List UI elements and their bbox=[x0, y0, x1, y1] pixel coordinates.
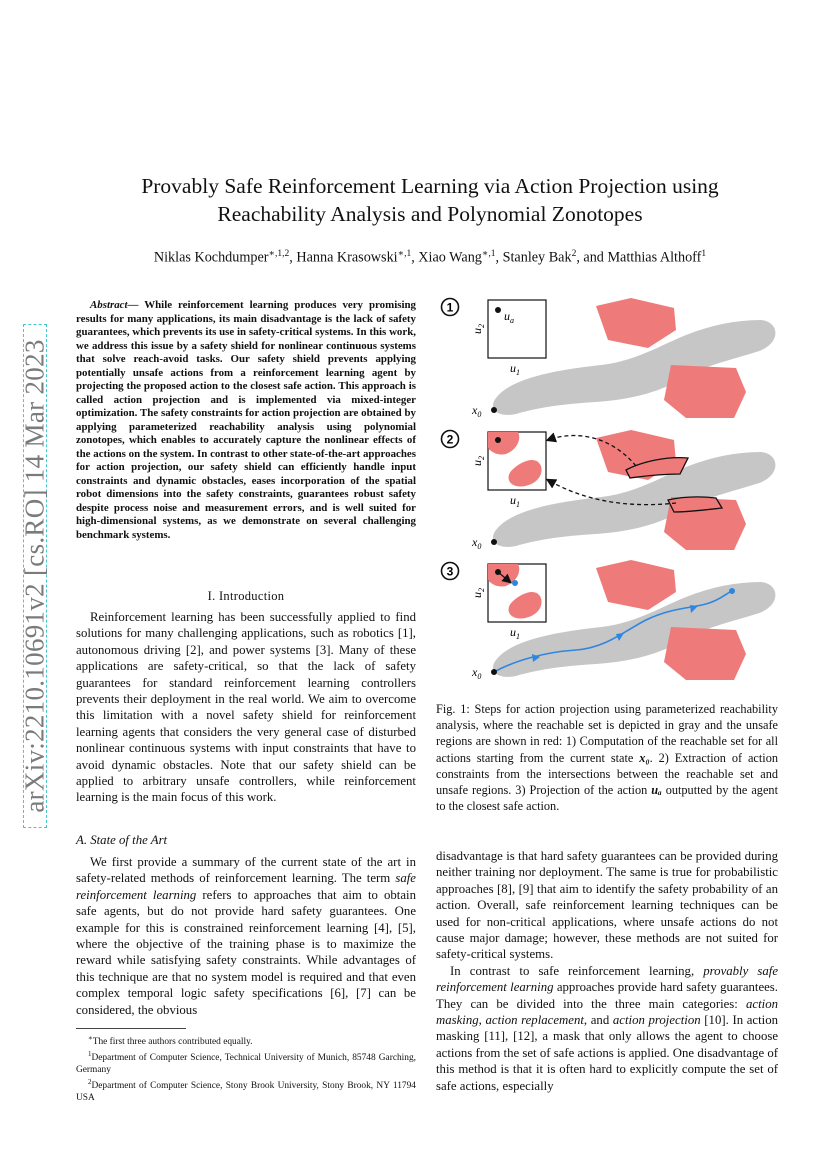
step-number: 1 bbox=[446, 300, 454, 315]
abstract-lead: Abstract bbox=[90, 299, 128, 311]
proposed-action-point bbox=[495, 307, 501, 313]
footnote bbox=[76, 1032, 416, 1048]
x0-label: $x_0$ bbox=[472, 535, 482, 551]
paragraph bbox=[76, 854, 416, 1018]
unsafe-region bbox=[596, 560, 676, 610]
text-run: approaches provide hard safety guarantees. They can be divided into the three main categories: bbox=[436, 980, 778, 1011]
abstract bbox=[76, 299, 416, 542]
initial-state-point bbox=[491, 407, 497, 413]
x0-label: $x_0$ bbox=[472, 665, 482, 681]
author-affiliation: ∗,1 bbox=[481, 249, 496, 259]
abstract-text: — While reinforcement learning produces very promising results for many applications, its main disadvantage is the lack of safety guarantees, which prevents its use in safety-critical systems. In this work, we address this issue by a safety shield for nonlinear continuous systems that solve reach-avoid tasks. Our safety shield prevents applying potentially unsafe actions from a reinforcement learning agent by projecting the proposed action to the closest safe action. This approach is called action projection and is implemented via mixed-integer optimization. The safety constraints for action projection are obtained by applying parameterized reachability analysis using polynomial zonotopes, which enables to accurately capture the nonlinear effects of the actions on the system. In contrast to other state-of-the-art approaches for action projection, our safety shield can efficiently handle input constraints and dynamic obstacles, eases incorporation of the spatial robot dimensions into the safety constraints, guarantees robust safety despite process noise and measurement errors, and is well suited for high-dimensional systems, as we demonstrate on several challenging benchmark systems. bbox=[76, 299, 416, 541]
text-run: . 2) Extraction of action constraints from the intersections between the reachable set and unsafe regions. 3) Projection of the action bbox=[436, 750, 778, 798]
u2-axis-label: $u_2$ bbox=[470, 456, 486, 466]
author-name: Niklas Kochdumper bbox=[153, 249, 269, 266]
section-heading-introduction: I. Introduction bbox=[207, 589, 285, 603]
figure-panel-1 bbox=[442, 298, 776, 419]
author-affiliation: 1 bbox=[701, 249, 707, 259]
footnote bbox=[76, 1076, 416, 1104]
unsafe-region bbox=[664, 365, 746, 418]
paragraph: disadvantage is that hard safety guarantees can be provided during neither training nor deployment. The same is true for probabilistic approaches [8], [9] that aim to identify the safety probability of an action. Overall, safe reinforcement learning techniques can be used for non-critical applications, where unsafe actions do not cause major damage; however, these methods are not suited for safety-critical systems. bbox=[436, 849, 778, 962]
right-column-body bbox=[436, 848, 778, 1094]
emphasis: provably safe reinforcement learning bbox=[436, 963, 779, 995]
figure-panel-2 bbox=[442, 430, 776, 551]
unsafe-region bbox=[596, 298, 676, 348]
step-number: 3 bbox=[446, 564, 454, 579]
figure-action-projection bbox=[436, 290, 778, 690]
projected-safe-action-point bbox=[512, 580, 518, 586]
math-symbol: uₐ bbox=[651, 783, 662, 798]
footnote-mark: 1 bbox=[88, 1050, 92, 1059]
ua-label: $u_a$ bbox=[504, 309, 514, 325]
author-name: Hanna Krasowski bbox=[296, 249, 398, 266]
paper-title: Provably Safe Reinforcement Learning via Action Projection using Reachability Analysis and Polynomial Zonotopes bbox=[141, 174, 719, 226]
arxiv-identifier: arXiv:2210.10691v2 [cs.RO] 14 Mar 2023 bbox=[19, 339, 50, 813]
u1-axis-label: $u_1$ bbox=[510, 493, 520, 509]
paragraph bbox=[436, 963, 778, 1094]
subsection-heading-state-of-the-art: A. State of the Art bbox=[76, 833, 168, 847]
text-run: , bbox=[478, 1013, 486, 1028]
author-affiliation: ∗,1,2 bbox=[268, 249, 290, 259]
text-run: outputted by the agent to the closest safe action. bbox=[436, 783, 778, 814]
footnote bbox=[76, 1048, 416, 1076]
footnote-text: Department of Computer Science, Technical University of Munich, 85748 Garching, Germany bbox=[76, 1053, 416, 1076]
footnote-text: Department of Computer Science, Stony Brook University, Stony Brook, NY 11794 USA bbox=[76, 1081, 416, 1104]
math-symbol: x₀ bbox=[639, 750, 650, 765]
footnote-text: The first three authors contributed equally. bbox=[92, 1037, 253, 1048]
unsafe-region bbox=[664, 627, 746, 680]
author-list: Niklas Kochdumper$^{∗,1,2}$, Hanna Krasowski$^{∗,1}$, Xiao Wang$^{∗,1}$, Stanley Bak$^2$, and Matthias Althoff$^1$ bbox=[153, 249, 707, 266]
emphasis: action replacement bbox=[485, 1013, 584, 1028]
u2-axis-label: $u_2$ bbox=[470, 588, 486, 598]
footnotes bbox=[76, 1032, 416, 1104]
introduction-body bbox=[76, 609, 416, 806]
figure-caption bbox=[436, 701, 778, 814]
x0-label: $x_0$ bbox=[472, 403, 482, 419]
footnote-mark: 2 bbox=[88, 1078, 92, 1087]
text-run: refers to approaches that aim to obtain safe agents, but do not provide hard safety guarantees. One example for this is constrained reinforcement learning [4], [5], where the objective of the training phase is to maximize the reward while satisfying safety constraints. While advantages of this technique are that no system model is required and that even complex temporal logic safety specifications [6], [7] can be considered, the obvious bbox=[76, 887, 416, 1017]
footnote-mark: ∗ bbox=[88, 1034, 93, 1042]
author-affiliation: 2 bbox=[571, 249, 577, 259]
text-run: In contrast to safe reinforcement learning, bbox=[450, 963, 704, 978]
step-number: 2 bbox=[446, 432, 454, 447]
u1-axis-label: $u_1$ bbox=[510, 361, 520, 377]
author-name: and Matthias Althoff bbox=[583, 249, 702, 266]
text-run: We first provide a summary of the current state of the art in safety-related methods of reinforcement learning. The term bbox=[76, 855, 416, 886]
state-of-the-art-body bbox=[76, 854, 416, 1018]
figure-panel-3 bbox=[442, 560, 776, 681]
footnote-rule bbox=[76, 1028, 186, 1029]
arxiv-stamp bbox=[12, 320, 58, 832]
u1-axis-label: $u_1$ bbox=[510, 625, 520, 641]
emphasis: action masking bbox=[436, 996, 778, 1028]
text-run: [10]. In action masking [11], [12], a mask that only allows the agent to choose actions from the set of safe actions is applied. One disadvantage of this method is that it is often hard to explicitly compute the set of safe actions, especially bbox=[436, 1013, 779, 1093]
paragraph: Reinforcement learning has been successfully applied to find solutions for many challenging applications, such as robotics [1], autonomous driving [2], and power systems [3]. Many of these applications are safety-critical, so that the lack of safety guarantees for standard reinforcement learning controllers prevents their deployment in the real world. We aim to overcome this limitation with a novel safety shield for reinforcement learning agents that considers the very general case of disturbed nonlinear continuous systems with input constraints that have to avoid dynamic obstacles. Note that our safety shield can be applied to arbitrary unsafe controllers, while reinforcement learning is the main focus of this work. bbox=[76, 610, 416, 805]
u2-axis-label: $u_2$ bbox=[470, 324, 486, 334]
author-name: Stanley Bak bbox=[502, 249, 572, 266]
author-name: Xiao Wang bbox=[418, 249, 482, 266]
author-affiliation: ∗,1 bbox=[397, 249, 412, 259]
initial-state-point bbox=[491, 669, 497, 675]
emphasis: safe reinforcement learning bbox=[76, 871, 416, 902]
emphasis: action projection bbox=[612, 1013, 701, 1028]
text-run: , and bbox=[583, 1013, 613, 1028]
trajectory-end-point bbox=[729, 588, 735, 594]
initial-state-point bbox=[491, 539, 497, 545]
proposed-action-point bbox=[495, 437, 501, 443]
text-run: Fig. 1: Steps for action projection using parameterized reachability analysis, where the reachable set is depicted in gray and the unsafe regions are shown in red: 1) Computation of the reachable set for all actions starting from the current state bbox=[436, 702, 778, 765]
